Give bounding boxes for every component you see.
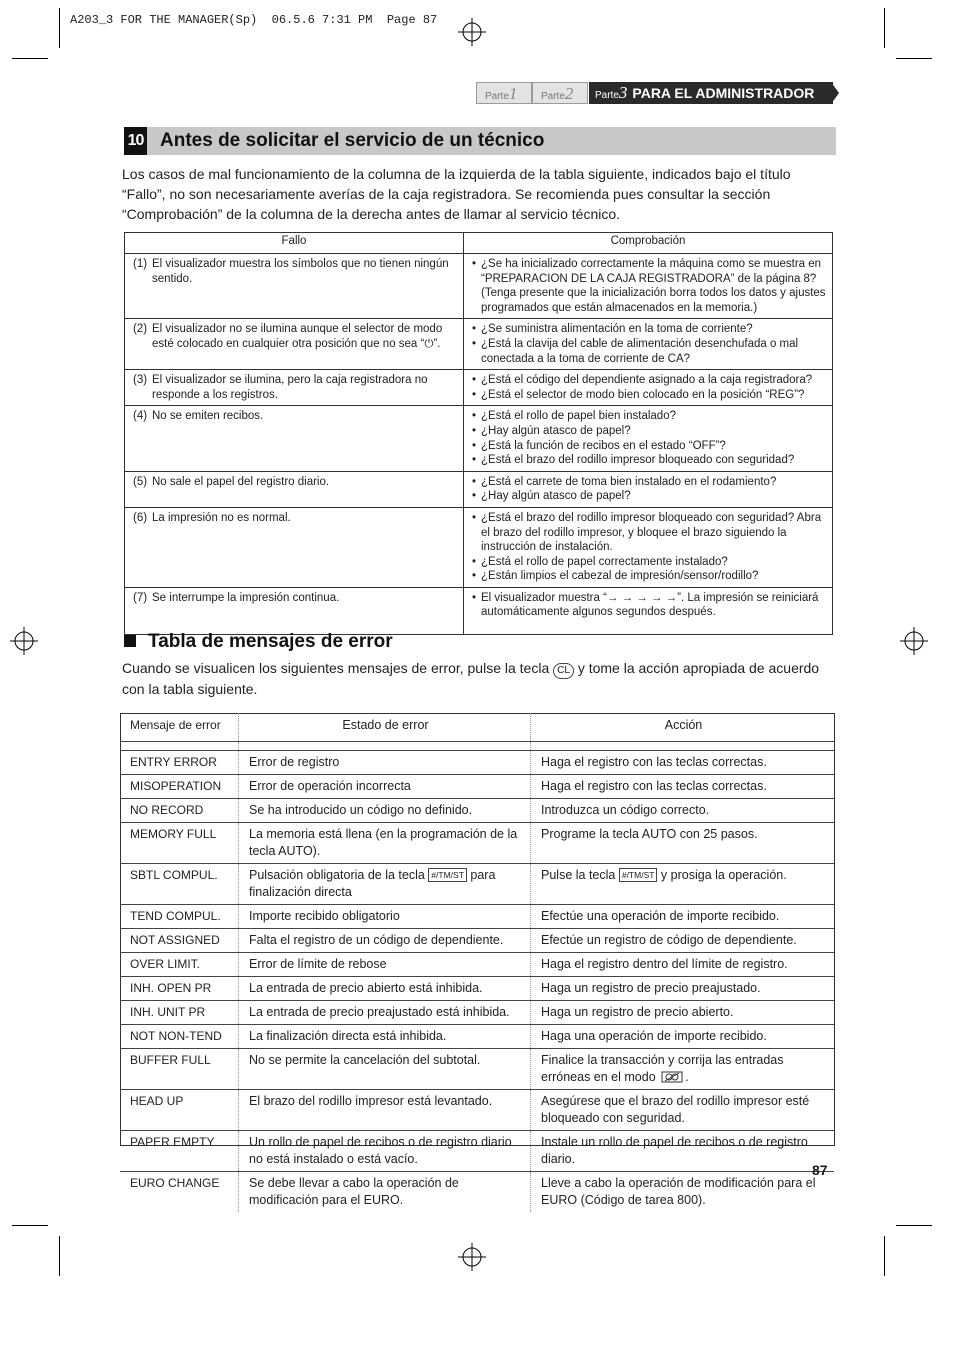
table-row: TEND COMPUL. Importe recibido obligatorio Efectúe una operación de importe recibido. <box>120 904 834 928</box>
tab-part-2: Parte2 <box>532 82 588 104</box>
registration-mark-icon <box>900 627 928 655</box>
table-row: NOT ASSIGNED Falta el registro de un código de dependiente. Efectúe un registro de código de dependiente. <box>120 928 834 952</box>
table-row: (3) El visualizador se ilumina, pero la caja registradora no responde a los registros. • ¿Está el código del dependiente asignado a la caja registradora? • ¿Está el selector de modo bien colocado en la posición “REG”? <box>125 370 833 406</box>
table-row: (2) El visualizador no se ilumina aunque el selector de modo esté colocado en cualquier otra posición que no sea “⏻”. • ¿Se suministra alimentación en la toma de corriente? • ¿Está la clavija del cable de alimentación desenchufada o mal conectada a la toma de corriente de CA? <box>125 319 833 370</box>
table-row: SBTL COMPUL. Pulsación obligatoria de la tecla #/TM/ST para finalización directa Pulse la tecla #/TM/ST y prosiga la operación. <box>120 863 834 904</box>
table-row: HEAD UP El brazo del rodillo impresor está levantado. Asegúrese que el brazo del rodillo impresor esté bloqueado con seguridad. <box>120 1089 834 1130</box>
fault-header: Fallo <box>125 233 464 254</box>
tm-st-key-icon: #/TM/ST <box>428 868 467 882</box>
table-row: MEMORY FULL La memoria está llena (en la programación de la tecla AUTO). Programe la tecla AUTO con 25 pasos. <box>120 822 834 863</box>
subsection-bullet-icon <box>124 635 136 647</box>
table-row: NOT NON-TEND La finalización directa está inhibida. Haga una operación de importe recibido. <box>120 1024 834 1048</box>
table-row: INH. OPEN PR La entrada de precio abierto está inhibida. Haga un registro de precio preajustado. <box>120 976 834 1000</box>
fault-table <box>124 232 833 635</box>
tab-part-3-active: Parte3 PARA EL ADMINISTRADOR <box>589 82 833 104</box>
cl-key-icon: CL <box>553 663 574 679</box>
tm-st-key-icon: #/TM/ST <box>619 868 658 882</box>
table-row: (4) No se emiten recibos. • ¿Está el rollo de papel bien instalado? • ¿Hay algún atasco de papel? • ¿Está la función de recibos en el estado “OFF”? • ¿Está el brazo del rodillo impresor bloqueado con seguridad? <box>125 406 833 471</box>
table-row: NO RECORD Se ha introducido un código no definido. Introduzca un código correcto. <box>120 798 834 822</box>
part-tabs <box>476 82 838 104</box>
page-number: 87 <box>812 1162 828 1178</box>
table-row: INH. UNIT PR La entrada de precio preajustado está inhibida. Haga un registro de precio abierto. <box>120 1000 834 1024</box>
table-row: (1) El visualizador muestra los símbolos que no tienen ningún sentido. • ¿Se ha inicializado correctamente la máquina como se muestra en “PREPARACION DE LA CAJA REGISTRADORA” de la página 8? (Tenga presente que la inicialización borra todos los datos y ajustes programados que están almacenados en la memoria.) <box>125 254 833 319</box>
check-header: Comprobación <box>464 233 833 254</box>
print-header-line: A203_3 FOR THE MANAGER(Sp) 06.5.6 7:31 PM Page 87 <box>70 13 438 27</box>
registration-mark-icon <box>458 18 486 46</box>
table-row: (7) Se interrumpe la impresión continua. • El visualizador muestra “→ → → → →”. La impresión se reiniciará automáticamente algunos segundos después. <box>125 587 833 634</box>
table-row: ENTRY ERROR Error de registro Haga el registro con las teclas correctas. <box>120 750 834 774</box>
registration-mark-icon <box>10 627 38 655</box>
table-row: (6) La impresión no es normal. • ¿Está el brazo del rodillo impresor bloqueado con seguridad? Abra el brazo del rodillo impresor, y bloquee el brazo siguiendo la instrucción de instalación. • ¿Está el rollo de papel correctamente instalado? • ¿Están limpios el cabezal de impresión/sensor/rodillo? <box>125 507 833 587</box>
tab-arrow-icon <box>831 82 839 104</box>
section-number: 10 <box>124 127 147 155</box>
table-row: BUFFER FULL No se permite la cancelación del subtotal. Finalice la transacción y corrija las entradas erróneas en el modo . <box>120 1048 834 1089</box>
table-header-row: Mensaje de error Estado de error Acción <box>120 713 834 741</box>
intro-paragraph: Los casos de mal funcionamiento de la columna de la izquierda de la tabla siguiente, indicados bajo el título “Fallo”, no son necesariamente averías de la caja registradora. Se recomienda pues consultar la sección “Comprobación” de la columna de la derecha antes de llamar al servicio técnico. <box>122 166 791 222</box>
table-row: PAPER EMPTY Un rollo de papel de recibos o de registro diario no está instalado o está vacío. Instale un rollo de papel de recibos o de registro diario. <box>120 1130 834 1171</box>
error-table <box>120 713 834 1212</box>
table-row: EURO CHANGE Se debe llevar a cabo la operación de modificación para el EURO. Lleve a cabo la operación de modificación para el EURO (Código de tarea 800). <box>120 1171 834 1212</box>
table-row: OVER LIMIT. Error de límite de rebose Haga el registro dentro del límite de registro. <box>120 952 834 976</box>
subsection-title: Tabla de mensajes de error <box>148 631 393 652</box>
registration-mark-icon <box>458 1243 486 1271</box>
mode-switch-icon <box>661 1071 683 1083</box>
section-title: Antes de solicitar el servicio de un técnico <box>160 130 545 151</box>
table-row: MISOPERATION Error de operación incorrecta Haga el registro con las teclas correctas. <box>120 774 834 798</box>
tab-part-1: Parte1 <box>476 82 532 104</box>
section-header <box>124 127 836 155</box>
subsection-intro: Cuando se visualicen los siguientes mensajes de error, pulse la tecla CL y tome la acción apropiada de acuerdo con la tabla siguiente. <box>122 660 820 697</box>
table-row: (5) No sale el papel del registro diario. • ¿Está el carrete de toma bien instalado en el rodamiento? • ¿Hay algún atasco de papel? <box>125 471 833 507</box>
